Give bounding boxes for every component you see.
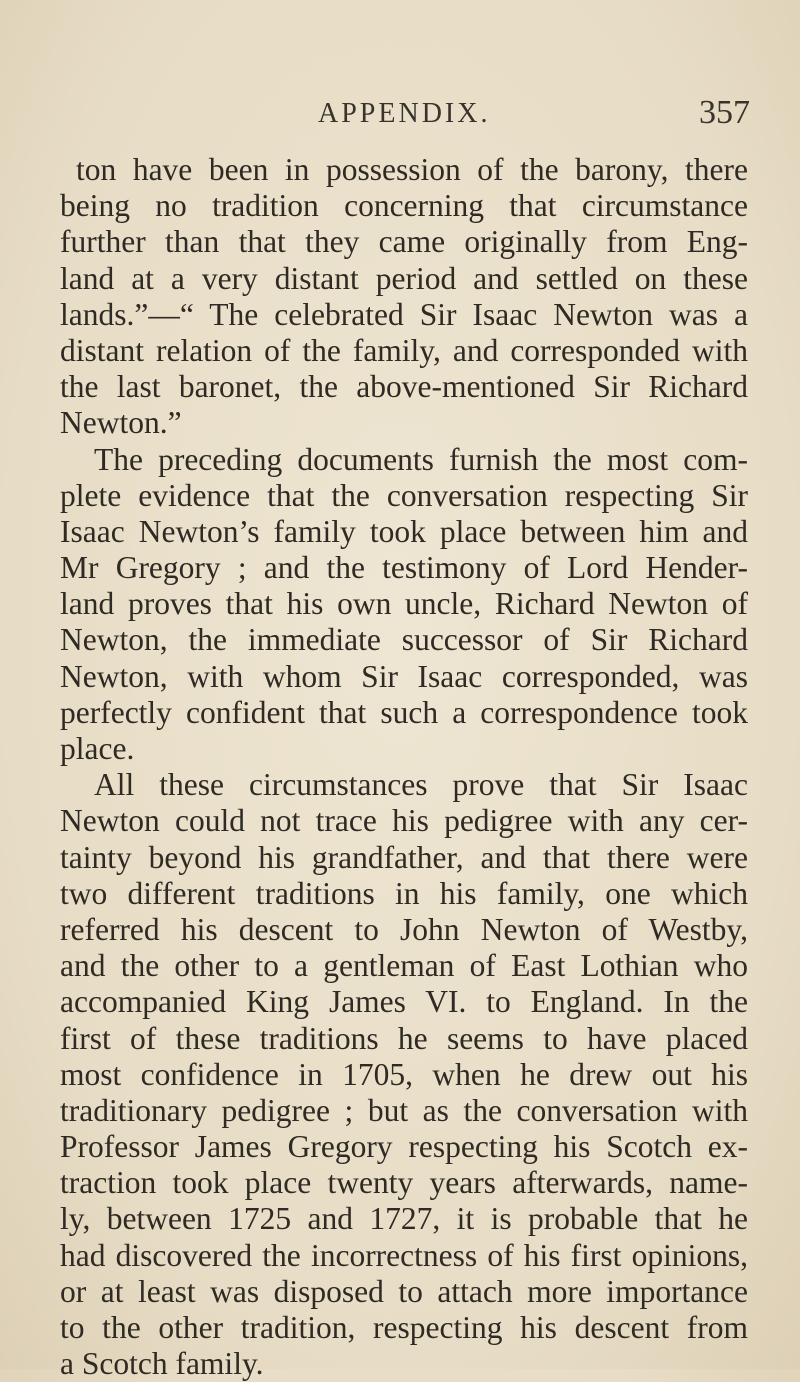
text-line: plete evidence that the conversation respecting Sir — [60, 477, 748, 513]
text-line: and the other to a gentleman of East Lothian who — [60, 948, 748, 984]
text-line: further than that they came originally from Eng- — [60, 224, 748, 260]
text-line: place. — [60, 731, 135, 766]
page-number: 357 — [699, 94, 750, 131]
text-line: ton have been in possession of the barony, there — [76, 152, 748, 187]
running-head — [60, 94, 750, 138]
paragraph-start-line: The preceding documents furnish the most com- — [94, 441, 748, 477]
text-line: accompanied King James VI. to England. In the — [60, 984, 748, 1020]
running-head-title: APPENDIX. — [318, 98, 491, 129]
text-line: traction took place twenty years afterwards, name- — [60, 1165, 748, 1201]
text-line: Professor James Gregory respecting his Scotch ex- — [60, 1129, 748, 1165]
text-line: two different traditions in his family, one which — [60, 875, 748, 911]
text-line: lands.”—“ The celebrated Sir Isaac Newton was a — [60, 296, 748, 332]
text-line: to the other tradition, respecting his descent from — [60, 1310, 748, 1345]
text-line: distant relation of the family, and corresponded with — [60, 332, 748, 368]
text-line: had discovered the incorrectness of his first opinions, — [60, 1237, 748, 1273]
text-line: Isaac Newton’s family took place between him and — [60, 513, 748, 549]
text-line: being no tradition concerning that circumstance — [60, 188, 748, 224]
text-line: Newton.” — [60, 405, 182, 441]
text-line: perfectly confident that such a correspondence took — [60, 694, 748, 730]
text-line: a Scotch family. — [60, 1346, 264, 1382]
text-line: traditionary pedigree ; but as the conversation with — [60, 1092, 748, 1128]
text-line: Newton, the immediate successor of Sir Richard — [60, 622, 748, 658]
text-line: or at least was disposed to attach more importance — [60, 1273, 748, 1309]
body-text — [60, 152, 748, 1382]
text-line: ly, between 1725 and 1727, it is probable that he — [60, 1201, 748, 1237]
text-line: the last baronet, the above-mentioned Sir Richard — [60, 369, 748, 405]
text-line: most confidence in 1705, when he drew out his — [60, 1056, 748, 1092]
text-line: land proves that his own uncle, Richard Newton of — [60, 586, 748, 622]
text-line: Mr Gregory ; and the testimony of Lord Hender- — [60, 550, 748, 586]
text-line: referred his descent to John Newton of Westby, — [60, 911, 748, 947]
text-line: Newton could not trace his pedigree with any cer- — [60, 803, 748, 839]
text-line: Newton, with whom Sir Isaac corresponded, was — [60, 658, 748, 694]
text-line: land at a very distant period and settled on these — [60, 260, 748, 296]
paragraph-start-line: All these circumstances prove that Sir Isaac — [94, 767, 748, 803]
text-line: first of these traditions he seems to have placed — [60, 1020, 748, 1056]
text-line: tainty beyond his grandfather, and that there were — [60, 839, 748, 875]
